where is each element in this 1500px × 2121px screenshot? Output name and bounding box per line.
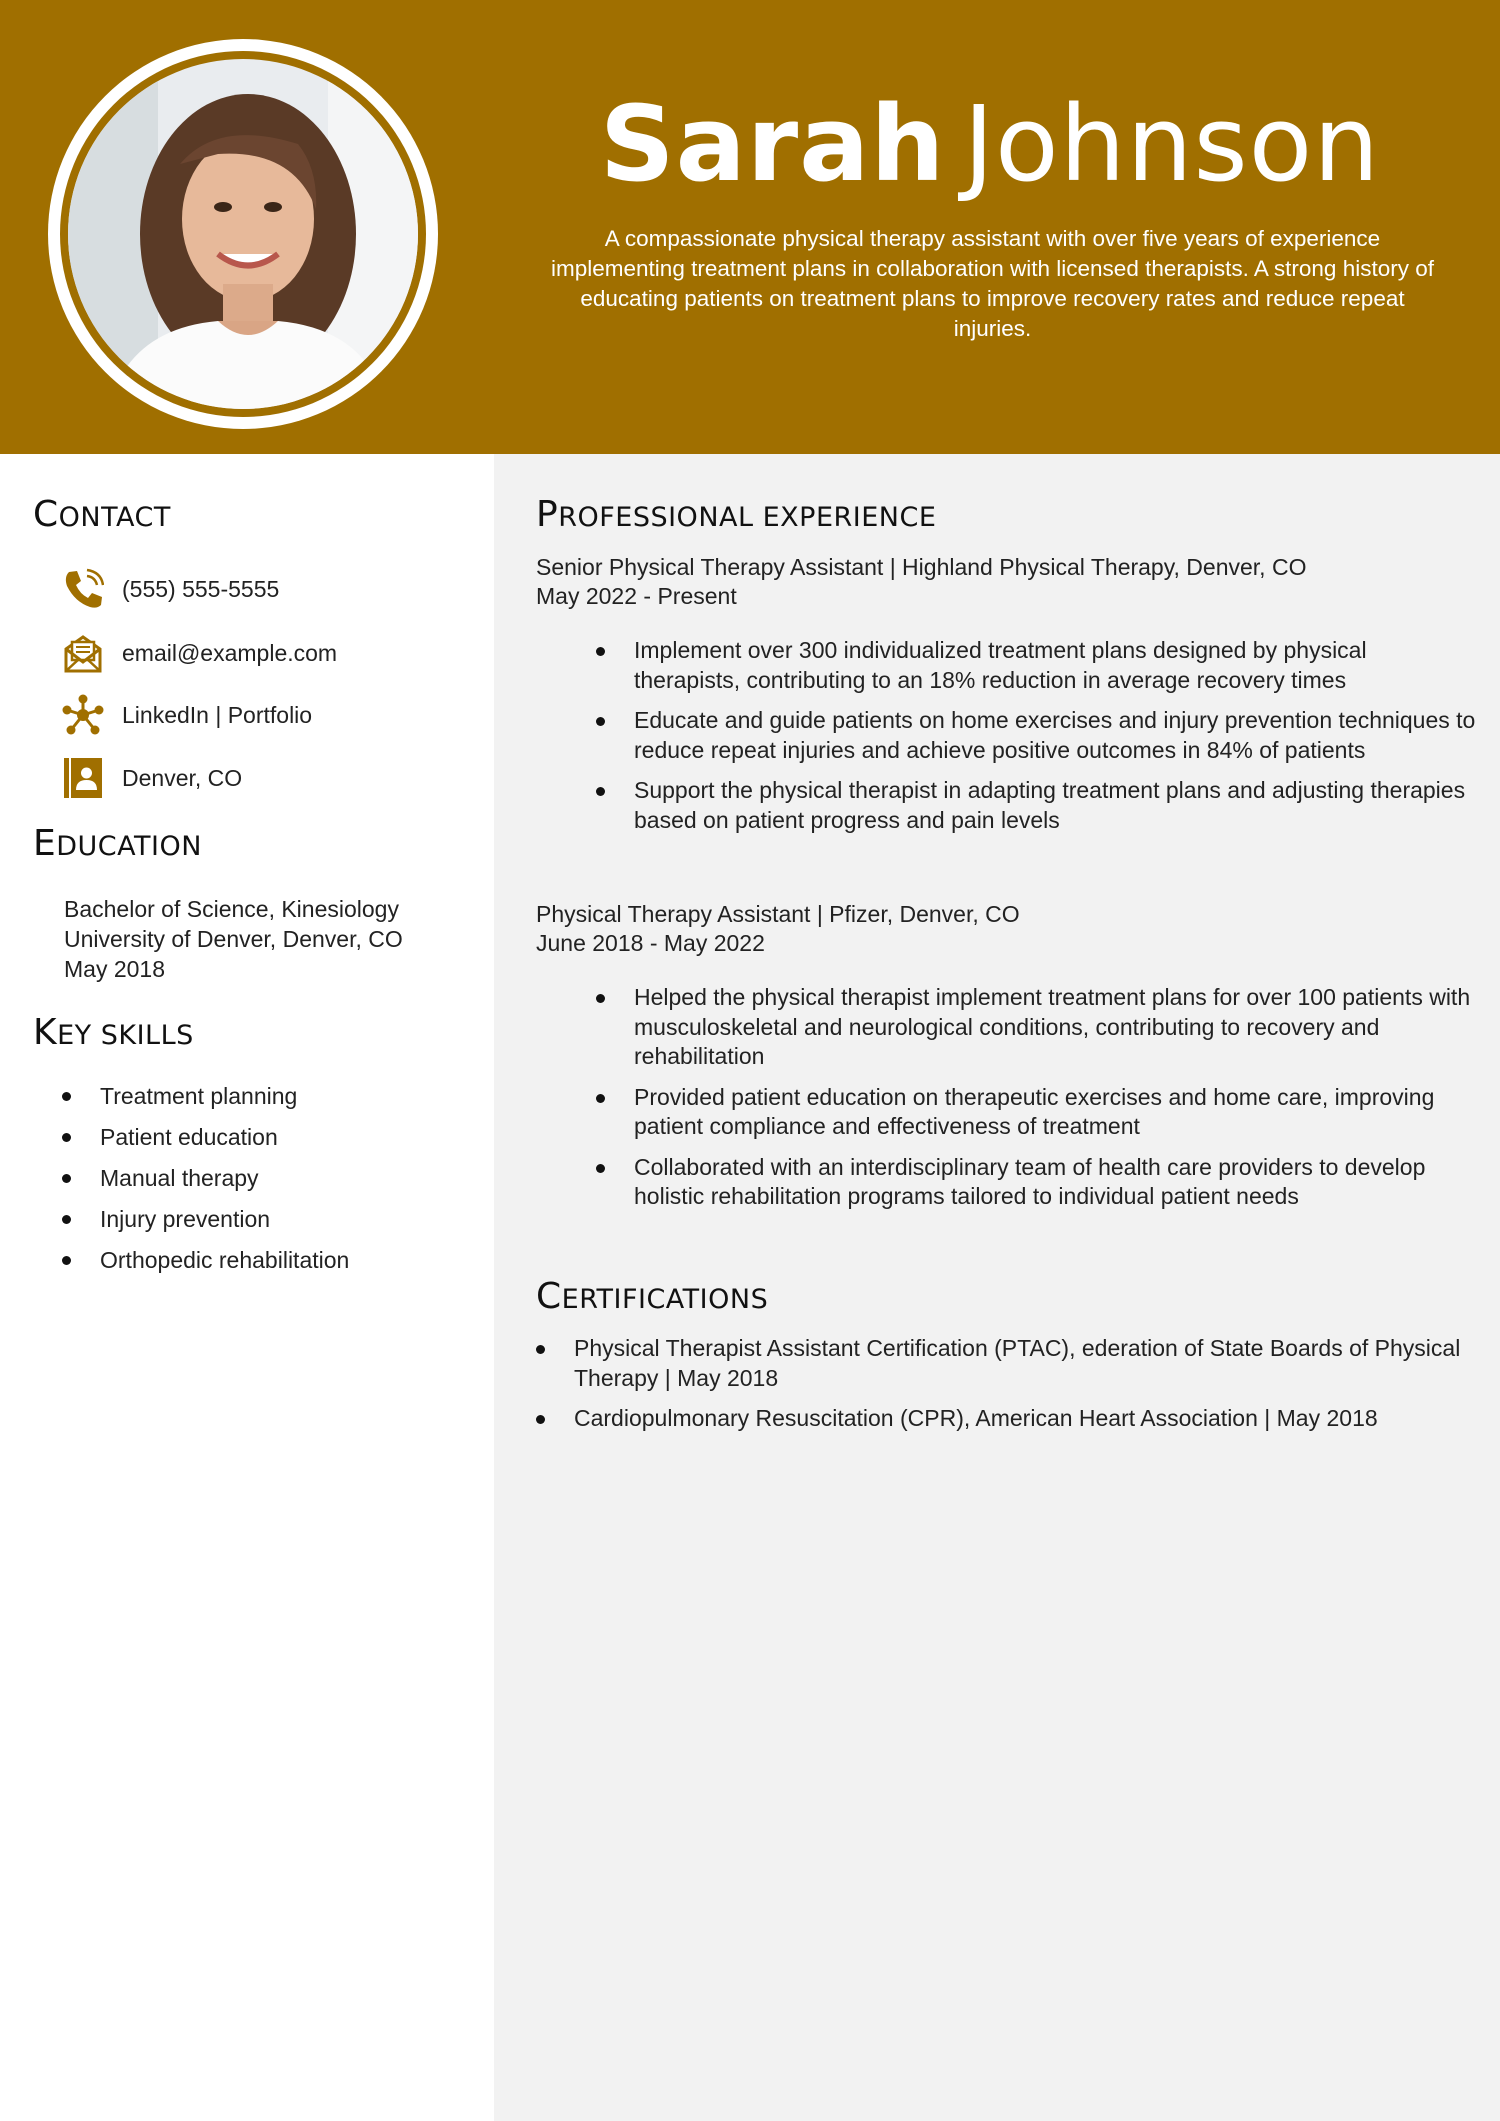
education-school: University of Denver, Denver, CO: [64, 926, 403, 952]
candidate-name: [520, 84, 1460, 204]
job-1-bullet: Implement over 300 individualized treatment plans designed by physical therapists, contributing to an 18% reduction in average recovery times: [596, 636, 1476, 695]
education-date: May 2018: [64, 956, 166, 982]
location-text: Denver, CO: [122, 765, 243, 791]
job-1-title: Senior Physical Therapy Assistant | Highland Physical Therapy, Denver, CO: [536, 554, 1307, 580]
education-degree: Bachelor of Science, Kinesiology: [64, 896, 399, 922]
contact-heading: CONTACT: [33, 494, 171, 535]
education-heading: EDUCATION: [33, 823, 202, 864]
experience-heading: PROFESSIONAL EXPERIENCE: [536, 494, 937, 535]
job-1-bullets: [596, 636, 1476, 846]
skills-list: [62, 1081, 482, 1286]
contact-phone[interactable]: [62, 568, 482, 612]
network-icon: [62, 694, 104, 736]
linkedin-portfolio-text: LinkedIn | Portfolio: [122, 702, 313, 728]
job-2-bullet: Provided patient education on therapeutic exercises and home care, improving patient compliance and effectiveness of treatment: [596, 1083, 1476, 1142]
first-name: Sarah: [599, 83, 946, 205]
job-2-bullets: [596, 983, 1476, 1223]
skill-item: Manual therapy: [62, 1163, 482, 1204]
sidebar: [0, 454, 494, 2121]
skills-heading: KEY SKILLS: [33, 1012, 194, 1053]
job-2-bullet: Helped the physical therapist implement treatment plans for over 100 patients with musculoskeletal and neurological conditions, contributing to recovery and rehabilitation: [596, 983, 1476, 1072]
certifications-heading: CERTIFICATIONS: [536, 1276, 769, 1317]
skill-item: Orthopedic rehabilitation: [62, 1245, 482, 1286]
skill-item: Patient education: [62, 1122, 482, 1163]
job-2-header: [536, 900, 1020, 958]
certification-item: Physical Therapist Assistant Certification (PTAC), ederation of State Boards of Physical Therapy | May 2018: [536, 1334, 1476, 1393]
job-1-bullet: Support the physical therapist in adapting treatment plans and adjusting therapies based on patient progress and pain levels: [596, 776, 1476, 835]
profile-photo-ring: [48, 39, 438, 429]
job-1-bullet: Educate and guide patients on home exercises and injury prevention techniques to reduce repeat injuries and achieve positive outcomes in 84% of patients: [596, 706, 1476, 765]
certifications-list: [536, 1334, 1476, 1445]
skill-item: Treatment planning: [62, 1081, 482, 1122]
envelope-icon: [62, 632, 104, 674]
phone-text: (555) 555-5555: [122, 576, 280, 602]
certification-item: Cardiopulmonary Resuscitation (CPR), American Heart Association | May 2018: [536, 1404, 1476, 1434]
skill-item: Injury prevention: [62, 1204, 482, 1245]
job-2-title: Physical Therapy Assistant | Pfizer, Denver, CO: [536, 901, 1020, 927]
profile-photo: [68, 59, 418, 409]
last-name: Johnson: [963, 83, 1381, 205]
contact-book-icon: [62, 757, 104, 799]
profile-photo-border: [60, 51, 426, 417]
contact-email[interactable]: [62, 632, 482, 676]
contact-linkedin[interactable]: [62, 694, 482, 738]
contact-location[interactable]: [62, 757, 482, 801]
phone-icon: [62, 568, 104, 610]
profile-summary: A compassionate physical therapy assistant with over five years of experience implementing treatment plans in collaboration with licensed therapists. A strong history of educating patients on treatment plans to improve recovery rates and reduce repeat injuries.: [551, 226, 1434, 341]
main-panel: [494, 454, 1500, 2121]
email-text: email@example.com: [122, 640, 338, 666]
job-2-bullet: Collaborated with an interdisciplinary team of health care providers to develop holistic rehabilitation programs tailored to individual patient needs: [596, 1153, 1476, 1212]
education-entry: [64, 894, 403, 984]
job-2-dates: June 2018 - May 2022: [536, 930, 765, 956]
portrait-illustration: [68, 59, 418, 409]
job-1-dates: May 2022 - Present: [536, 583, 737, 609]
job-1-header: [536, 553, 1306, 611]
header-banner: [0, 0, 1500, 454]
